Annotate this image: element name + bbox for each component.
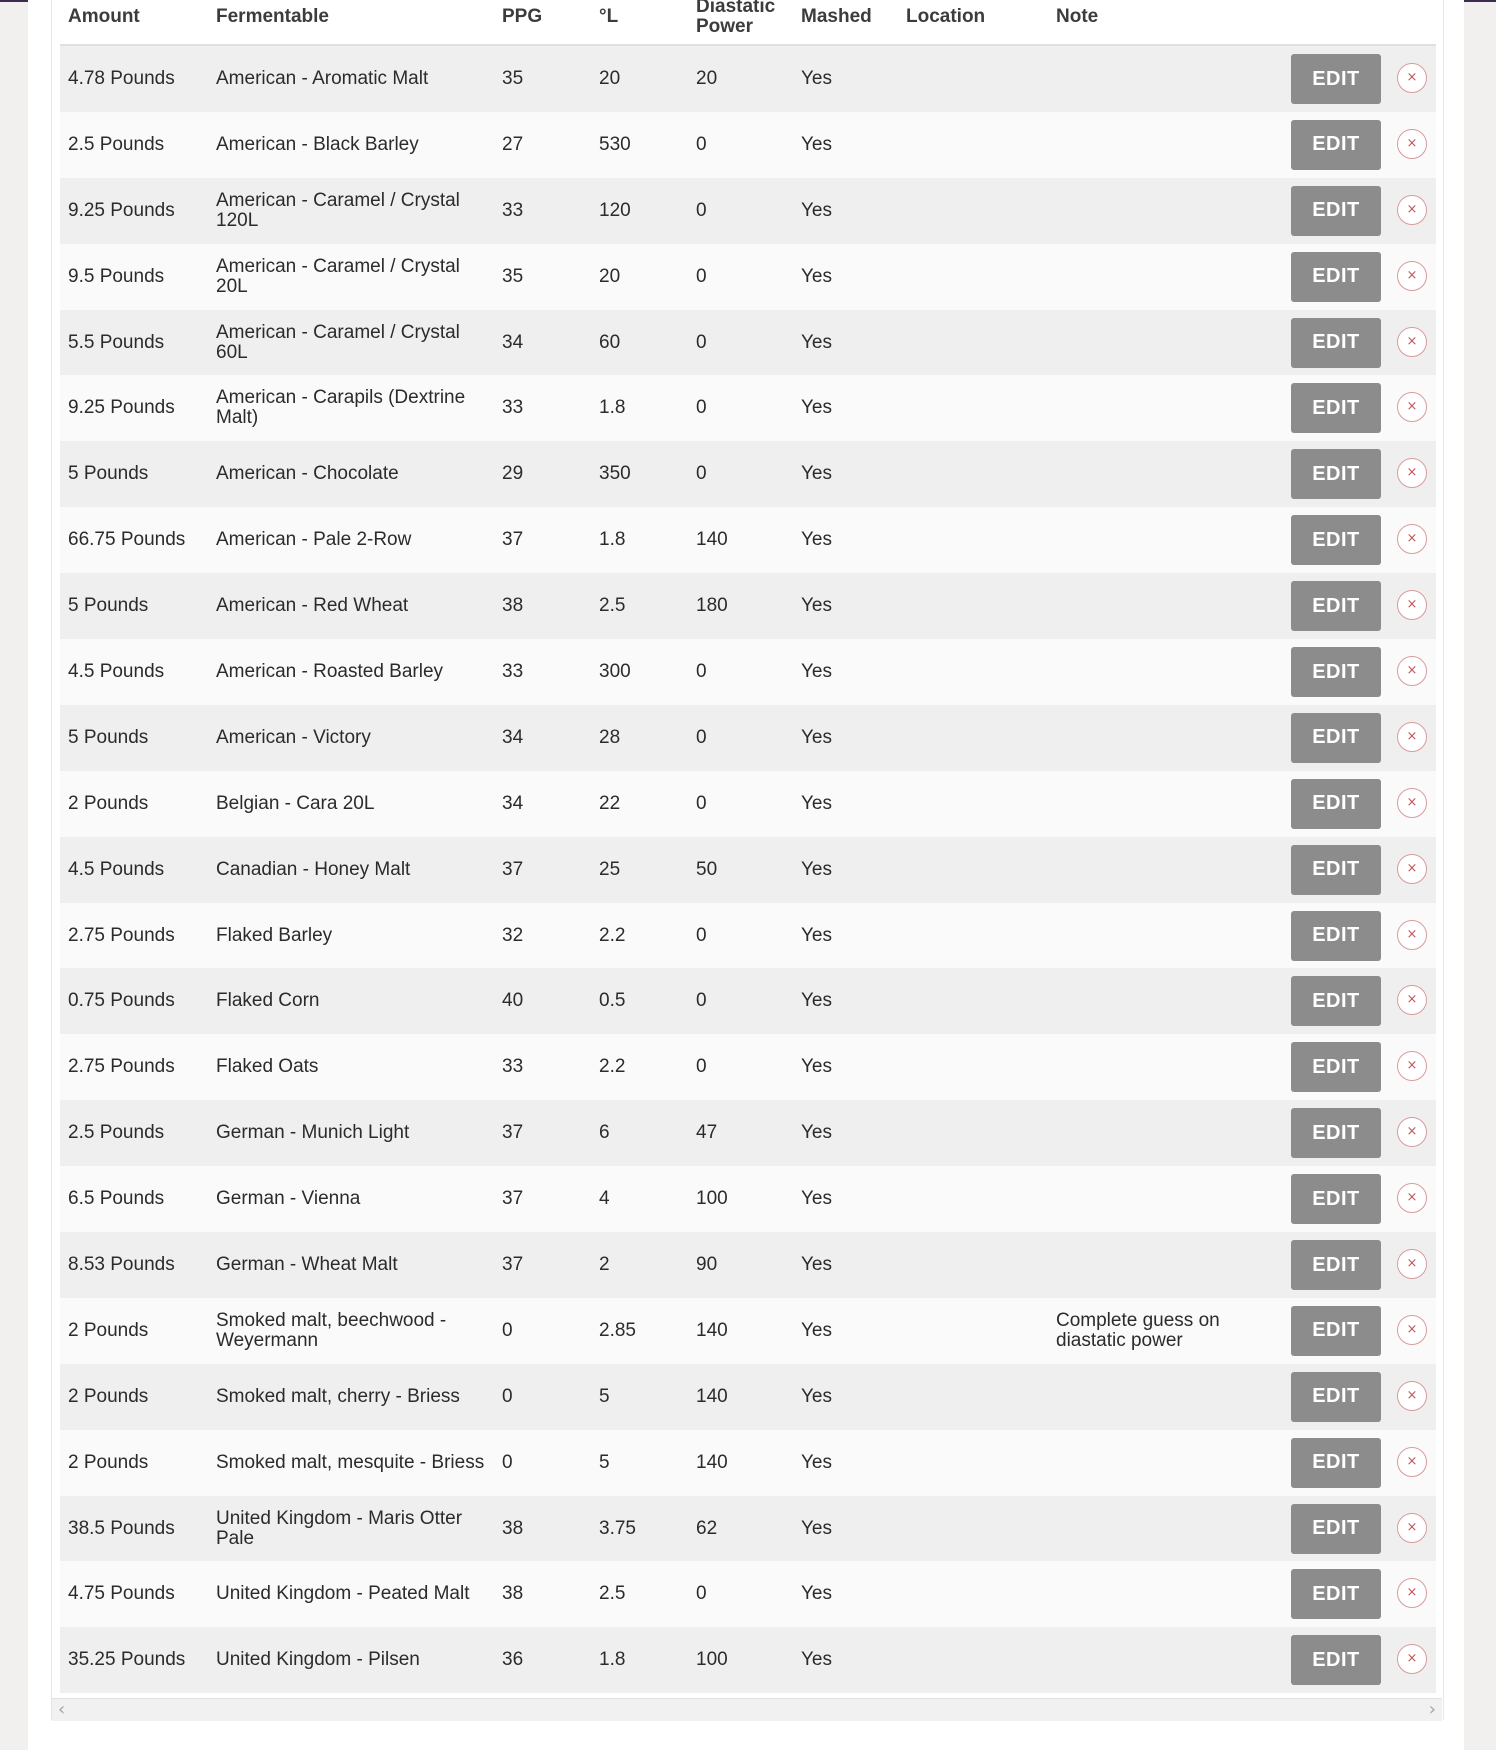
- cell-mashed: Yes: [801, 1319, 832, 1341]
- cell-ppg: 33: [502, 1056, 524, 1078]
- remove-x-icon[interactable]: ×: [1397, 1381, 1427, 1411]
- edit-button[interactable]: EDIT: [1291, 1569, 1381, 1619]
- cell-ppg: 32: [502, 924, 524, 946]
- cell-diastatic-power: 20: [696, 67, 718, 89]
- cell-amount: 8.53 Pounds: [68, 1253, 175, 1275]
- cell-ppg: 0: [502, 1451, 513, 1473]
- edit-button[interactable]: EDIT: [1291, 1306, 1381, 1356]
- cell-amount: 2 Pounds: [68, 792, 149, 814]
- table-row: [60, 1561, 1436, 1627]
- cell-lovibond: 530: [599, 133, 631, 155]
- fermentables-table-container[interactable]: [51, 0, 1444, 1720]
- cell-ppg: 35: [502, 67, 524, 89]
- table-row: [60, 310, 1436, 376]
- cell-diastatic-power: 0: [696, 463, 707, 485]
- cell-lovibond: 20: [599, 265, 621, 287]
- cell-diastatic-power: 62: [696, 1517, 718, 1539]
- table-row: [60, 968, 1436, 1034]
- cell-ppg: 33: [502, 199, 524, 221]
- cell-mashed: Yes: [801, 660, 832, 682]
- cell-diastatic-power: 50: [696, 858, 718, 880]
- cell-note: [1056, 573, 1261, 639]
- cell-lovibond: 22: [599, 792, 621, 814]
- cell-mashed: Yes: [801, 595, 832, 617]
- cell-amount: 4.5 Pounds: [68, 660, 165, 682]
- cell-fermentable: American - Pale 2-Row: [216, 529, 412, 551]
- edit-button[interactable]: EDIT: [1291, 647, 1381, 697]
- cell-diastatic-power: 100: [696, 1188, 728, 1210]
- cell-lovibond: 2.85: [599, 1319, 636, 1341]
- cell-mashed: Yes: [801, 924, 832, 946]
- cell-ppg: 0: [502, 1385, 513, 1407]
- cell-fermentable: American - Caramel / Crystal 60L: [216, 321, 460, 363]
- cell-diastatic-power: 0: [696, 397, 707, 419]
- cell-ppg: 37: [502, 1253, 524, 1275]
- cell-mashed: Yes: [801, 1122, 832, 1144]
- table-row: [60, 46, 1436, 112]
- cell-amount: 9.5 Pounds: [68, 265, 165, 287]
- table-row: [60, 1298, 1436, 1364]
- edit-button[interactable]: EDIT: [1291, 1372, 1381, 1422]
- cell-fermentable: German - Vienna: [216, 1188, 361, 1210]
- cell-note: [1056, 1364, 1261, 1430]
- cell-location: [906, 1561, 1046, 1627]
- cell-mashed: Yes: [801, 133, 832, 155]
- cell-diastatic-power: 140: [696, 529, 728, 551]
- edit-button[interactable]: EDIT: [1291, 383, 1381, 433]
- cell-lovibond: 3.75: [599, 1517, 636, 1539]
- cell-location: [906, 837, 1046, 903]
- cell-lovibond: 5: [599, 1451, 610, 1473]
- header-ppg: PPG: [502, 6, 543, 27]
- remove-x-icon[interactable]: ×: [1397, 1644, 1427, 1674]
- horizontal-scrollbar[interactable]: [52, 1698, 1442, 1721]
- cell-note: [1056, 1034, 1261, 1100]
- cell-amount: 4.78 Pounds: [68, 67, 175, 89]
- cell-lovibond: 20: [599, 67, 621, 89]
- scroll-left-icon[interactable]: ‹: [58, 1699, 66, 1720]
- table-row: [60, 1166, 1436, 1232]
- cell-mashed: Yes: [801, 265, 832, 287]
- table-row: [60, 1364, 1436, 1430]
- cell-diastatic-power: 0: [696, 265, 707, 287]
- cell-lovibond: 120: [599, 199, 631, 221]
- cell-note: [1056, 1430, 1261, 1496]
- cell-mashed: Yes: [801, 1583, 832, 1605]
- cell-location: [906, 1298, 1046, 1364]
- cell-location: [906, 771, 1046, 837]
- cell-amount: 4.5 Pounds: [68, 858, 165, 880]
- cell-ppg: 34: [502, 792, 524, 814]
- table-row: [60, 112, 1436, 178]
- edit-button[interactable]: EDIT: [1291, 911, 1381, 961]
- table-row: [60, 1232, 1436, 1298]
- remove-x-icon[interactable]: ×: [1397, 920, 1427, 950]
- cell-lovibond: 1.8: [599, 1649, 626, 1671]
- remove-x-icon[interactable]: ×: [1397, 1183, 1427, 1213]
- remove-x-icon[interactable]: ×: [1397, 1447, 1427, 1477]
- cell-mashed: Yes: [801, 726, 832, 748]
- cell-mashed: Yes: [801, 199, 832, 221]
- cell-fermentable: American - Red Wheat: [216, 595, 409, 617]
- cell-diastatic-power: 140: [696, 1385, 728, 1407]
- cell-fermentable: Smoked malt, cherry - Briess: [216, 1385, 460, 1407]
- cell-ppg: 36: [502, 1649, 524, 1671]
- edit-button[interactable]: EDIT: [1291, 1174, 1381, 1224]
- cell-diastatic-power: 180: [696, 595, 728, 617]
- remove-x-icon[interactable]: ×: [1397, 854, 1427, 884]
- table-row: [60, 837, 1436, 903]
- remove-x-icon[interactable]: ×: [1397, 722, 1427, 752]
- cell-ppg: 34: [502, 726, 524, 748]
- cell-location: [906, 639, 1046, 705]
- remove-x-icon[interactable]: ×: [1397, 985, 1427, 1015]
- cell-fermentable: Flaked Barley: [216, 924, 333, 946]
- cell-diastatic-power: 0: [696, 199, 707, 221]
- cell-note: [1056, 903, 1261, 969]
- cell-lovibond: 5: [599, 1385, 610, 1407]
- cell-location: [906, 178, 1046, 244]
- header-diastatic-line2: Power: [696, 16, 754, 37]
- cell-fermentable: American - Black Barley: [216, 133, 419, 155]
- cell-amount: 0.75 Pounds: [68, 990, 175, 1012]
- edit-button[interactable]: EDIT: [1291, 1240, 1381, 1290]
- cell-lovibond: 2.2: [599, 924, 626, 946]
- header-amount: Amount: [68, 6, 140, 27]
- cell-fermentable: American - Aromatic Malt: [216, 67, 429, 89]
- edit-button[interactable]: EDIT: [1291, 713, 1381, 763]
- cell-ppg: 37: [502, 1188, 524, 1210]
- cell-diastatic-power: 47: [696, 1122, 718, 1144]
- cell-amount: 5 Pounds: [68, 726, 149, 748]
- remove-x-icon[interactable]: ×: [1397, 1117, 1427, 1147]
- cell-amount: 35.25 Pounds: [68, 1649, 186, 1671]
- table-row: [60, 639, 1436, 705]
- cell-mashed: Yes: [801, 1385, 832, 1407]
- edit-button[interactable]: EDIT: [1291, 54, 1381, 104]
- cell-ppg: 0: [502, 1319, 513, 1341]
- table-row: [60, 1430, 1436, 1496]
- edit-button[interactable]: EDIT: [1291, 845, 1381, 895]
- cell-lovibond: 2.2: [599, 1056, 626, 1078]
- remove-x-icon[interactable]: ×: [1397, 1249, 1427, 1279]
- cell-location: [906, 310, 1046, 376]
- cell-lovibond: 2: [599, 1253, 610, 1275]
- cell-amount: 38.5 Pounds: [68, 1517, 175, 1539]
- cell-location: [906, 375, 1046, 441]
- cell-location: [906, 441, 1046, 507]
- cell-mashed: Yes: [801, 1451, 832, 1473]
- table-row: [60, 1496, 1436, 1562]
- remove-x-icon[interactable]: ×: [1397, 261, 1427, 291]
- cell-fermentable: Smoked malt, beechwood - Weyermann: [216, 1309, 447, 1351]
- cell-amount: 2 Pounds: [68, 1451, 149, 1473]
- cell-location: [906, 244, 1046, 310]
- cell-lovibond: 6: [599, 1122, 610, 1144]
- cell-ppg: 38: [502, 595, 524, 617]
- cell-ppg: 40: [502, 990, 524, 1012]
- cell-location: [906, 1430, 1046, 1496]
- cell-location: [906, 968, 1046, 1034]
- remove-x-icon[interactable]: ×: [1397, 392, 1427, 422]
- cell-note: [1056, 441, 1261, 507]
- table-row: [60, 1100, 1436, 1166]
- header-diastatic-line1: Diastatic: [696, 0, 776, 17]
- cell-note: [1056, 837, 1261, 903]
- cell-diastatic-power: 0: [696, 924, 707, 946]
- cell-location: [906, 1100, 1046, 1166]
- cell-ppg: 38: [502, 1583, 524, 1605]
- edit-button[interactable]: EDIT: [1291, 1635, 1381, 1685]
- cell-location: [906, 1364, 1046, 1430]
- cell-amount: 2 Pounds: [68, 1385, 149, 1407]
- header-fermentable: Fermentable: [216, 6, 329, 27]
- header-mashed: Mashed: [801, 6, 872, 27]
- table-row: [60, 771, 1436, 837]
- cell-note: [1056, 1100, 1261, 1166]
- cell-fermentable: United Kingdom - Peated Malt: [216, 1583, 470, 1605]
- remove-x-icon[interactable]: ×: [1397, 129, 1427, 159]
- cell-note: [1056, 310, 1261, 376]
- remove-x-icon[interactable]: ×: [1397, 63, 1427, 93]
- table-row: [60, 244, 1436, 310]
- edit-button[interactable]: EDIT: [1291, 252, 1381, 302]
- cell-mashed: Yes: [801, 1649, 832, 1671]
- cell-lovibond: 1.8: [599, 529, 626, 551]
- cell-note: [1056, 178, 1261, 244]
- table-row: [60, 441, 1436, 507]
- header-location: Location: [906, 6, 986, 27]
- cell-amount: 2 Pounds: [68, 1319, 149, 1341]
- cell-diastatic-power: 0: [696, 792, 707, 814]
- remove-x-icon[interactable]: ×: [1397, 327, 1427, 357]
- cell-diastatic-power: 0: [696, 726, 707, 748]
- table-row: [60, 1627, 1436, 1693]
- edit-button[interactable]: EDIT: [1291, 1438, 1381, 1488]
- cell-location: [906, 1034, 1046, 1100]
- remove-x-icon[interactable]: ×: [1397, 1578, 1427, 1608]
- cell-note: [1056, 46, 1261, 112]
- edit-button[interactable]: EDIT: [1291, 1504, 1381, 1554]
- cell-lovibond: 60: [599, 331, 621, 353]
- header-note: Note: [1056, 6, 1099, 27]
- cell-lovibond: 4: [599, 1188, 610, 1210]
- cell-mashed: Yes: [801, 331, 832, 353]
- cell-fermentable: American - Roasted Barley: [216, 660, 444, 682]
- remove-x-icon[interactable]: ×: [1397, 524, 1427, 554]
- cell-lovibond: 350: [599, 463, 631, 485]
- cell-fermentable: Flaked Corn: [216, 990, 320, 1012]
- cell-note: [1056, 1627, 1261, 1693]
- cell-note: [1056, 1561, 1261, 1627]
- cell-mashed: Yes: [801, 1056, 832, 1078]
- cell-note: [1056, 639, 1261, 705]
- cell-location: [906, 46, 1046, 112]
- cell-fermentable: United Kingdom - Maris Otter Pale: [216, 1507, 463, 1549]
- cell-lovibond: 1.8: [599, 397, 626, 419]
- cell-mashed: Yes: [801, 1517, 832, 1539]
- cell-location: [906, 705, 1046, 771]
- remove-x-icon[interactable]: ×: [1397, 458, 1427, 488]
- table-row: [60, 1034, 1436, 1100]
- cell-fermentable: American - Caramel / Crystal 120L: [216, 189, 460, 231]
- remove-x-icon[interactable]: ×: [1397, 788, 1427, 818]
- cell-fermentable: American - Victory: [216, 726, 371, 748]
- scroll-right-icon[interactable]: ›: [1428, 1699, 1436, 1720]
- cell-note: Complete guess on diastatic power: [1056, 1309, 1220, 1351]
- cell-ppg: 33: [502, 397, 524, 419]
- cell-lovibond: 0.5: [599, 990, 626, 1012]
- cell-fermentable: American - Caramel / Crystal 20L: [216, 255, 460, 297]
- header-lovibond: °L: [599, 6, 619, 27]
- table-row: [60, 573, 1436, 639]
- cell-amount: 2.75 Pounds: [68, 924, 175, 946]
- cell-lovibond: 25: [599, 858, 621, 880]
- cell-ppg: 27: [502, 133, 524, 155]
- cell-fermentable: American - Carapils (Dextrine Malt): [216, 387, 466, 429]
- cell-fermentable: Canadian - Honey Malt: [216, 858, 411, 880]
- cell-diastatic-power: 0: [696, 990, 707, 1012]
- cell-location: [906, 1166, 1046, 1232]
- edit-button[interactable]: EDIT: [1291, 779, 1381, 829]
- cell-diastatic-power: 0: [696, 660, 707, 682]
- cell-mashed: Yes: [801, 1188, 832, 1210]
- edit-button[interactable]: EDIT: [1291, 120, 1381, 170]
- cell-diastatic-power: 140: [696, 1319, 728, 1341]
- cell-note: [1056, 1496, 1261, 1562]
- remove-x-icon[interactable]: ×: [1397, 656, 1427, 686]
- cell-fermentable: American - Chocolate: [216, 463, 399, 485]
- edit-button[interactable]: EDIT: [1291, 1042, 1381, 1092]
- cell-ppg: 29: [502, 463, 524, 485]
- cell-mashed: Yes: [801, 67, 832, 89]
- cell-diastatic-power: 0: [696, 133, 707, 155]
- cell-ppg: 37: [502, 529, 524, 551]
- cell-mashed: Yes: [801, 990, 832, 1012]
- cell-fermentable: German - Munich Light: [216, 1122, 410, 1144]
- table-body: [60, 46, 1436, 1693]
- cell-location: [906, 112, 1046, 178]
- table-row: [60, 507, 1436, 573]
- table-row: [60, 375, 1436, 441]
- edit-button[interactable]: EDIT: [1291, 449, 1381, 499]
- cell-diastatic-power: 0: [696, 1583, 707, 1605]
- edit-button[interactable]: EDIT: [1291, 318, 1381, 368]
- cell-diastatic-power: 140: [696, 1451, 728, 1473]
- cell-amount: 2.5 Pounds: [68, 1122, 165, 1144]
- remove-x-icon[interactable]: ×: [1397, 1513, 1427, 1543]
- remove-x-icon[interactable]: ×: [1397, 590, 1427, 620]
- table-row: [60, 903, 1436, 969]
- cell-note: [1056, 507, 1261, 573]
- cell-note: [1056, 1232, 1261, 1298]
- remove-x-icon[interactable]: ×: [1397, 1315, 1427, 1345]
- cell-location: [906, 1232, 1046, 1298]
- cell-lovibond: 28: [599, 726, 621, 748]
- cell-fermentable: Flaked Oats: [216, 1056, 319, 1078]
- cell-amount: 5 Pounds: [68, 595, 149, 617]
- cell-note: [1056, 968, 1261, 1034]
- cell-lovibond: 300: [599, 660, 631, 682]
- cell-amount: 9.25 Pounds: [68, 397, 175, 419]
- cell-location: [906, 1496, 1046, 1562]
- cell-mashed: Yes: [801, 397, 832, 419]
- cell-location: [906, 507, 1046, 573]
- cell-note: [1056, 705, 1261, 771]
- cell-diastatic-power: 0: [696, 1056, 707, 1078]
- cell-location: [906, 1627, 1046, 1693]
- cell-fermentable: Smoked malt, mesquite - Briess: [216, 1451, 485, 1473]
- cell-ppg: 37: [502, 858, 524, 880]
- cell-mashed: Yes: [801, 792, 832, 814]
- cell-diastatic-power: 90: [696, 1253, 718, 1275]
- cell-note: [1056, 1166, 1261, 1232]
- cell-location: [906, 903, 1046, 969]
- cell-ppg: 38: [502, 1517, 524, 1539]
- cell-mashed: Yes: [801, 463, 832, 485]
- cell-amount: 4.75 Pounds: [68, 1583, 175, 1605]
- edit-button[interactable]: EDIT: [1291, 1108, 1381, 1158]
- cell-fermentable: German - Wheat Malt: [216, 1253, 398, 1275]
- table-row: [60, 705, 1436, 771]
- cell-amount: 6.5 Pounds: [68, 1188, 165, 1210]
- edit-button[interactable]: EDIT: [1291, 515, 1381, 565]
- cell-note: [1056, 244, 1261, 310]
- cell-note: [1056, 771, 1261, 837]
- cell-amount: 66.75 Pounds: [68, 529, 186, 551]
- cell-amount: 5.5 Pounds: [68, 331, 165, 353]
- cell-diastatic-power: 100: [696, 1649, 728, 1671]
- cell-amount: 9.25 Pounds: [68, 199, 175, 221]
- cell-amount: 5 Pounds: [68, 463, 149, 485]
- cell-lovibond: 2.5: [599, 1583, 626, 1605]
- cell-mashed: Yes: [801, 1253, 832, 1275]
- remove-x-icon[interactable]: ×: [1397, 1051, 1427, 1081]
- cell-mashed: Yes: [801, 529, 832, 551]
- cell-ppg: 34: [502, 331, 524, 353]
- cell-note: [1056, 375, 1261, 441]
- cell-ppg: 33: [502, 660, 524, 682]
- cell-lovibond: 2.5: [599, 595, 626, 617]
- cell-amount: 2.75 Pounds: [68, 1056, 175, 1078]
- cell-fermentable: Belgian - Cara 20L: [216, 792, 375, 814]
- cell-diastatic-power: 0: [696, 331, 707, 353]
- edit-button[interactable]: EDIT: [1291, 186, 1381, 236]
- table-row: [60, 178, 1436, 244]
- cell-ppg: 37: [502, 1122, 524, 1144]
- table-header: [60, 0, 1436, 46]
- edit-button[interactable]: EDIT: [1291, 976, 1381, 1026]
- remove-x-icon[interactable]: ×: [1397, 195, 1427, 225]
- cell-location: [906, 573, 1046, 639]
- cell-mashed: Yes: [801, 858, 832, 880]
- cell-note: [1056, 112, 1261, 178]
- cell-ppg: 35: [502, 265, 524, 287]
- edit-button[interactable]: EDIT: [1291, 581, 1381, 631]
- cell-fermentable: United Kingdom - Pilsen: [216, 1649, 420, 1671]
- cell-amount: 2.5 Pounds: [68, 133, 165, 155]
